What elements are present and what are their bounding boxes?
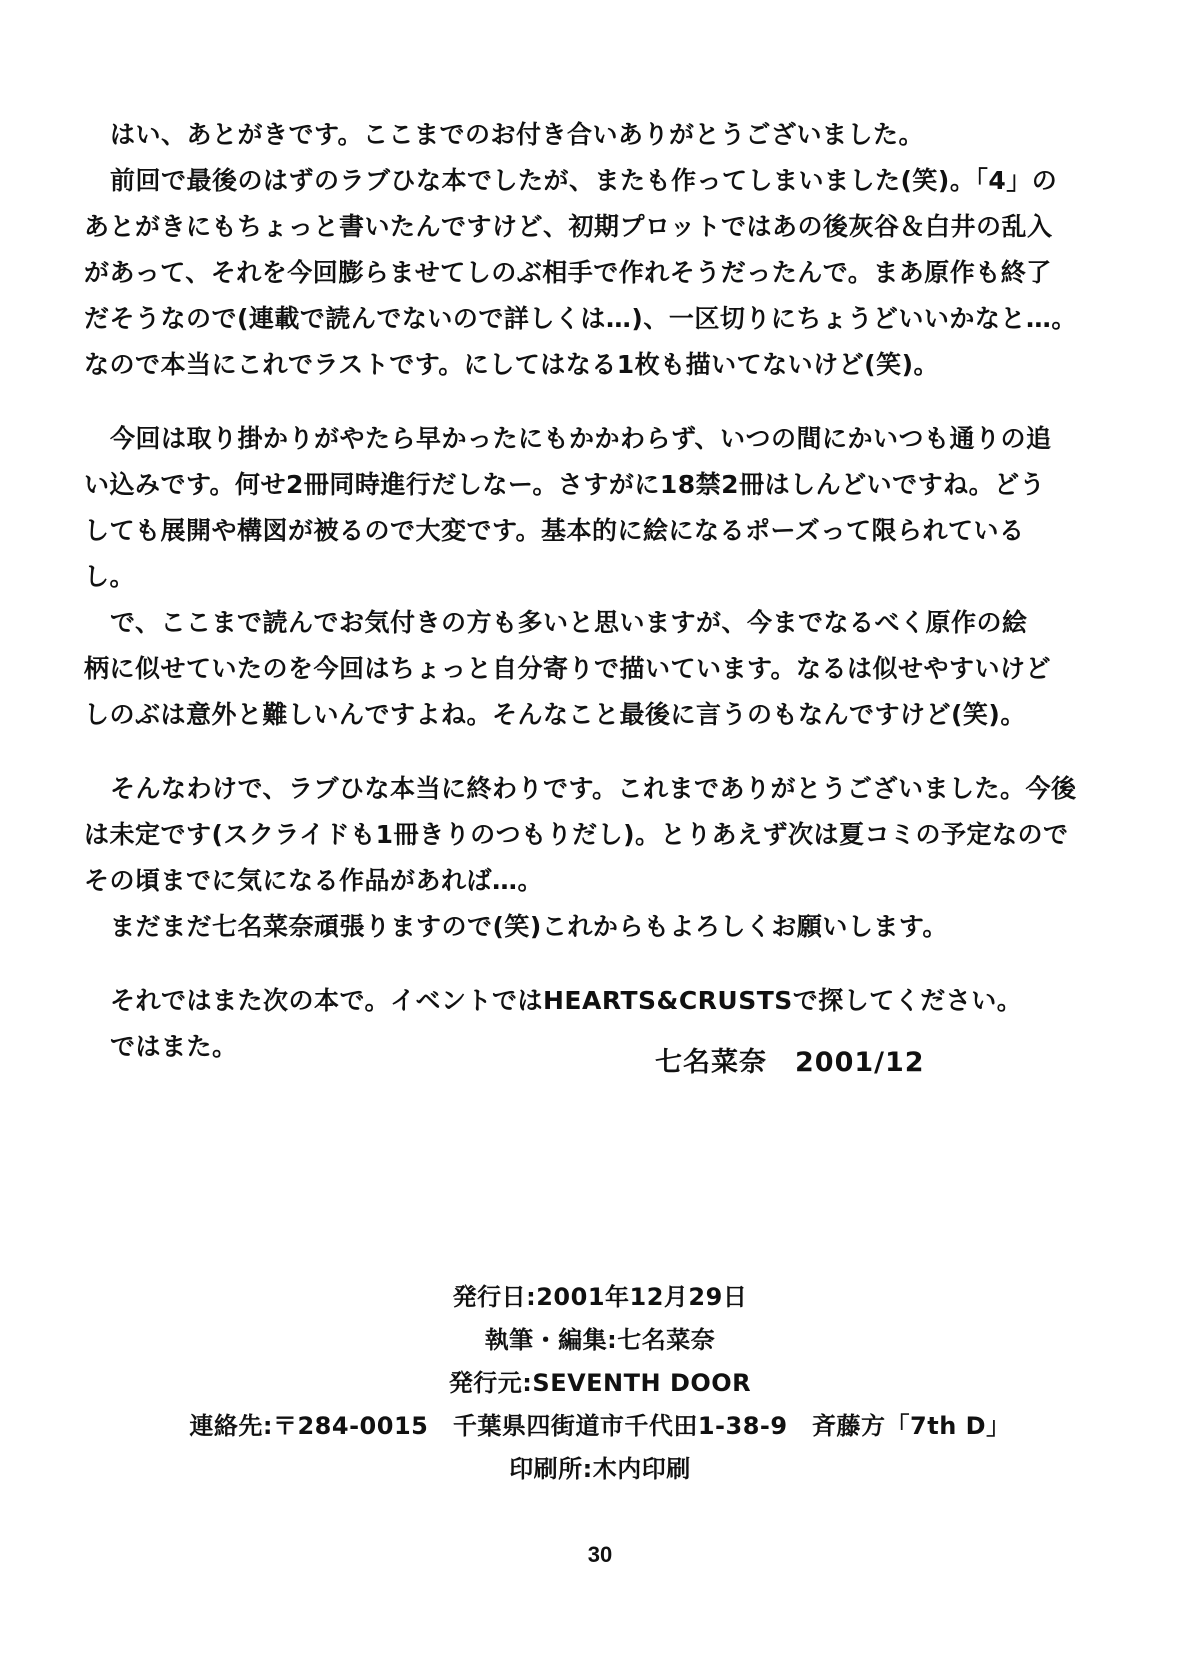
- paragraph-1: [84, 112, 1124, 388]
- author-signature: 七名菜奈 2001/12: [655, 1047, 925, 1078]
- text-line: それではまた次の本で。イベントではHEARTS&CRUSTSで探してください。: [110, 986, 1023, 1015]
- text-line: は未定です(スクライドも1冊きりのつもりだし)。とりあえず次は夏コミの予定なので: [84, 820, 1069, 849]
- colophon: [0, 1276, 1200, 1491]
- publisher: 発行元:SEVENTH DOOR: [448, 1369, 752, 1397]
- author-editor: 執筆・編集:七名菜奈: [484, 1326, 716, 1354]
- issue-date: 発行日:2001年12月29日: [452, 1283, 748, 1311]
- text-line: あとがきにもちょっと書いたんですけど、初期プロットではあの後灰谷＆白井の乱入: [84, 212, 1053, 241]
- text-line: しても展開や構図が被るので大変です。基本的に絵になるポーズって限られている: [84, 516, 1025, 545]
- paragraph-3: [84, 766, 1124, 950]
- text-line: だそうなので(連載で読んでないので詳しくは…)、一区切りにちょうどいいかなと…。: [84, 304, 1077, 333]
- text-line: があって、それを今回膨らませてしのぶ相手で作れそうだったんで。まあ原作も終了: [84, 258, 1052, 287]
- text-line: その頃までに気になる作品があれば…。: [84, 866, 544, 895]
- text-line: い込みです。何せ2冊同時進行だしなー。さすがに18禁2冊はしんどいですね。どう: [84, 470, 1046, 499]
- text-line: しのぶは意外と難しいんですよね。そんなこと最後に言うのもなんですけど(笑)。: [84, 700, 1026, 729]
- text-line: はい、あとがきです。ここまでのお付き合いありがとうございました。: [110, 120, 925, 149]
- paragraph-4: [84, 978, 1124, 1070]
- text-line: で、ここまで読んでお気付きの方も多いと思いますが、今までなるべく原作の絵: [110, 608, 1028, 637]
- text-line: 今回は取り掛かりがやたら早かったにもかかわらず、いつの間にかいつも通りの追: [110, 424, 1052, 453]
- paragraph-2: [84, 416, 1124, 738]
- printer: 印刷所:木内印刷: [509, 1455, 691, 1483]
- afterword-body: [84, 112, 1124, 1098]
- text-line: し。: [84, 562, 136, 591]
- text-line: 前回で最後のはずのラブひな本でしたが、またも作ってしまいました(笑)。「4」の: [110, 166, 1058, 195]
- text-line: そんなわけで、ラブひな本当に終わりです。これまでありがとうございました。今後: [110, 774, 1077, 803]
- text-line: ではまた。: [110, 1032, 238, 1061]
- text-line: なので本当にこれでラストです。にしてはなる1枚も描いてないけど(笑)。: [84, 350, 939, 379]
- text-line: まだまだ七名菜奈頑張りますので(笑)これからもよろしくお願いします。: [110, 912, 948, 941]
- page-number: 30: [587, 1542, 613, 1567]
- contact-address: 連絡先:〒284-0015 千葉県四街道市千代田1-38-9 斉藤方「7th D」: [189, 1412, 1011, 1440]
- text-line: 柄に似せていたのを今回はちょっと自分寄りで描いています。なるは似せやすいけど: [84, 654, 1052, 683]
